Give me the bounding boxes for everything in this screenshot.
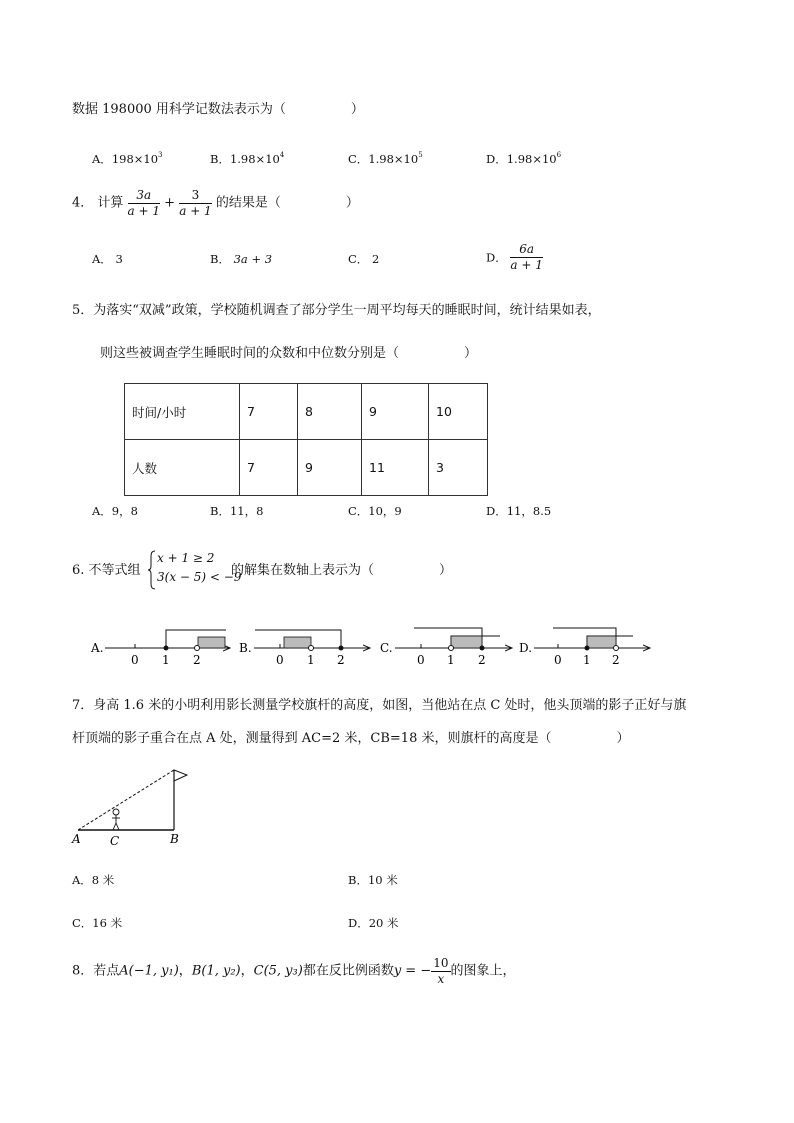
q6-number-line-d [519, 628, 650, 667]
q5-table [124, 383, 488, 496]
q8-separator-1: ， [178, 963, 192, 979]
q4-prefix: 4． 计算 [72, 195, 124, 211]
q8-point-c: C(5, y₃) [253, 963, 303, 979]
q4-option-d-num: 6a [510, 242, 542, 258]
q7-flagpole-figure [70, 764, 200, 848]
table-cell: 人数 [125, 440, 240, 496]
q5-stem-line2: 则这些被调查学生睡眠时间的众数和中位数分别是（ ） [100, 346, 478, 361]
q3-option-d-label: D． [486, 152, 507, 166]
q8-point-a: A(−1, y₁) [119, 963, 179, 979]
q3-option-d-exp: 6 [556, 151, 562, 159]
q8-y-equals: y = − [393, 963, 432, 979]
tick-label: 2 [193, 653, 201, 667]
q7-option-c: C．16 米 [72, 916, 123, 930]
q3-option-a-label: A． [92, 152, 112, 166]
tick-label: 2 [337, 653, 345, 667]
q3-option-d-coef: 1.98×10 [506, 152, 557, 166]
q4-option-a: A． 3 [92, 252, 123, 266]
q4-stem [72, 188, 359, 219]
q6-option-b-label: B. [239, 641, 252, 655]
tick-label: 0 [131, 653, 139, 667]
q3-option-b-exp: 4 [279, 151, 285, 159]
q3-option-c-label: C． [348, 152, 369, 166]
shadow-line [78, 770, 174, 830]
q7-stem-line2: 杆顶端的影子重合在点 A 处，测量得到 AC=2 米，CB=18 米，则旗杆的高度是（ ） [72, 731, 630, 746]
q6-prefix: 6. 不等式组 [72, 563, 141, 578]
tick-label: 0 [276, 653, 284, 667]
table-cell: 9 [362, 384, 429, 440]
q6-number-line-b [239, 630, 370, 667]
tick-label: 1 [583, 653, 591, 667]
q4-fraction-2-num: 3 [179, 188, 211, 204]
q6-option-a-label: A. [91, 641, 104, 655]
q8-stem [72, 956, 516, 987]
q4-fraction-2-den: a + 1 [179, 204, 212, 218]
q7-option-a: A．8 米 [72, 873, 115, 887]
table-row [125, 384, 488, 440]
q6-number-line-a [90, 630, 230, 667]
table-row [125, 440, 488, 496]
q5-option-b: B．11，8 [210, 504, 264, 518]
person-icon [112, 809, 120, 830]
point-a-label: A [72, 832, 81, 846]
q6-option-c-label: C. [380, 641, 393, 655]
tick-label: 1 [447, 653, 455, 667]
table-cell: 9 [298, 440, 362, 496]
q4-fraction-1 [128, 188, 160, 219]
q3-option-a-exp: 3 [158, 151, 163, 159]
q4-fraction-1-num: 3a [128, 188, 160, 204]
flag-icon [174, 770, 187, 781]
q6-inequality-2: 3(x − 5) < −9 [157, 570, 242, 584]
tick-label: 1 [162, 653, 170, 667]
q3-option-c [348, 148, 423, 166]
q8-point-b: B(1, y₂) [191, 963, 241, 979]
q8-part-2: 都在反比例函数 [302, 963, 394, 979]
q3-option-b [210, 148, 284, 166]
q4-option-d [486, 242, 543, 273]
q6-suffix: 的解集在数轴上表示为（ ） [231, 563, 453, 578]
table-cell: 7 [240, 384, 298, 440]
q3-stem: 数据 198000 用科学记数法表示为（ ） [72, 102, 364, 117]
table-cell: 7 [240, 440, 298, 496]
q3-option-d [486, 148, 561, 166]
q3-option-a [92, 148, 163, 166]
q4-fraction-1-den: a + 1 [127, 204, 161, 218]
q7-option-d: D．20 米 [348, 916, 399, 930]
q4-option-b [210, 252, 272, 266]
q8-part-3: 的图象上， [450, 963, 516, 979]
q4-fraction-2 [179, 188, 211, 219]
q6-inequality-1: x + 1 ≥ 2 [157, 551, 215, 565]
table-cell: 3 [429, 440, 488, 496]
table-cell: 8 [298, 384, 362, 440]
q8-separator-2: ， [240, 963, 254, 979]
q5-option-a: A．9，8 [92, 504, 138, 518]
q4-option-d-fraction [510, 242, 542, 273]
point-c-label: C [110, 834, 120, 848]
q3-option-c-coef: 1.98×10 [368, 152, 419, 166]
q8-part-1: 8．若点 [72, 963, 120, 979]
q8-fraction [431, 956, 450, 987]
q5-option-d: D．11，8.5 [486, 504, 552, 518]
point-b-label: B [170, 832, 179, 846]
table-cell: 11 [362, 440, 429, 496]
q6-number-lines [80, 618, 660, 670]
tick-label: 2 [612, 653, 620, 667]
q4-option-c: C． 2 [348, 252, 380, 266]
q5-stem-line1: 5．为落实“双减”政策，学校随机调查了部分学生一周平均每天的睡眠时间，统计结果如表， [72, 303, 601, 318]
q4-suffix: 的结果是（ ） [215, 195, 359, 211]
q7-stem-line1: 7．身高 1.6 米的小明利用影长测量学校旗杆的高度，如图，当他站在点 C 处时，他头顶端的影子正好与旗 [72, 698, 687, 713]
q6-number-line-c [380, 628, 512, 667]
q3-option-c-exp: 5 [418, 151, 423, 159]
q3-option-a-coef: 198×10 [111, 152, 159, 166]
table-cell: 10 [429, 384, 488, 440]
q4-option-b-expr: 3a + 3 [233, 252, 273, 266]
q3-option-b-label: B． [210, 152, 230, 166]
q7-option-b: B．10 米 [348, 873, 398, 887]
tick-label: 1 [307, 653, 315, 667]
tick-label: 0 [554, 653, 562, 667]
q6-option-d-label: D. [519, 641, 533, 655]
q8-fraction-den: x [437, 972, 445, 986]
q4-option-b-label: B． [210, 252, 230, 266]
q4-option-d-den: a + 1 [510, 258, 543, 272]
q3-option-b-coef: 1.98×10 [229, 152, 280, 166]
left-brace-icon [148, 550, 156, 590]
table-cell: 时间/小时 [125, 384, 240, 440]
q5-option-c: C．10，9 [348, 504, 402, 518]
tick-label: 2 [478, 653, 486, 667]
q8-fraction-num: 10 [433, 956, 449, 970]
q4-option-d-label: D． [486, 250, 507, 265]
tick-label: 0 [417, 653, 425, 667]
q4-plus: + [164, 195, 176, 211]
